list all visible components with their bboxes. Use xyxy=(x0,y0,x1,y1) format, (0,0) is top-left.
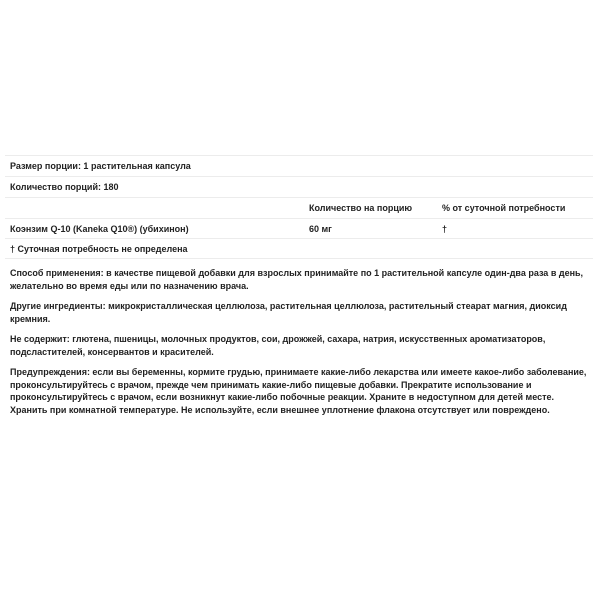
ingredient-name: Коэнзим Q-10 (Kaneka Q10®) (убихинон) xyxy=(10,223,189,234)
footnote-text: † Суточная потребность не определена xyxy=(10,243,188,254)
servings-per-container-text: Количество порций: 180 xyxy=(10,182,119,192)
ingredient-amount: 60 мг xyxy=(309,223,332,234)
supplement-facts-panel xyxy=(5,155,593,416)
other-ingredients-paragraph: Другие ингредиенты: микрокристаллическая целлюлоза, растительная целлюлоза, растительный стеарат магния, диоксид кремния. xyxy=(10,301,567,324)
header-amount-per-serving: Количество на порцию xyxy=(309,203,413,213)
servings-per-container-row xyxy=(5,176,593,197)
usage-paragraph: Способ применения: в качестве пищевой добавки для взрослых принимайте по 1 растительной капсуле один-два раза в день, желательно во время еды или по назначению врача. xyxy=(10,268,584,291)
header-daily-value: % от суточной потребности xyxy=(442,203,566,213)
does-not-contain-paragraph: Не содержит: глютена, пшеницы, молочных продуктов, сои, дрожжей, сахара, натрия, искусственных ароматизаторов, подсластителей, консервантов и красителей. xyxy=(10,334,546,357)
ingredient-daily-value: † xyxy=(442,223,448,234)
warnings-paragraph: Предупреждения: если вы беременны, кормите грудью, принимаете какие-либо лекарства или имеете какое-либо заболевание, проконсультируйтесь с врачом, прежде чем принимать какие-либо пищевые добавки. Прекратите использование и проконсультируйтесь с врачом, если возникнут какие-либо побочные реакции. Храните в недоступном для детей месте. Хранить при комнатной температуре. Не используйте, если внешнее уплотнение флакона отсутствует или повреждено. xyxy=(10,367,587,415)
serving-size-row xyxy=(5,155,593,176)
daily-value-footnote xyxy=(5,239,593,259)
table-row xyxy=(5,218,593,239)
serving-size-text: Размер порции: 1 растительная капсула xyxy=(10,161,191,171)
table-header-row xyxy=(5,197,593,218)
